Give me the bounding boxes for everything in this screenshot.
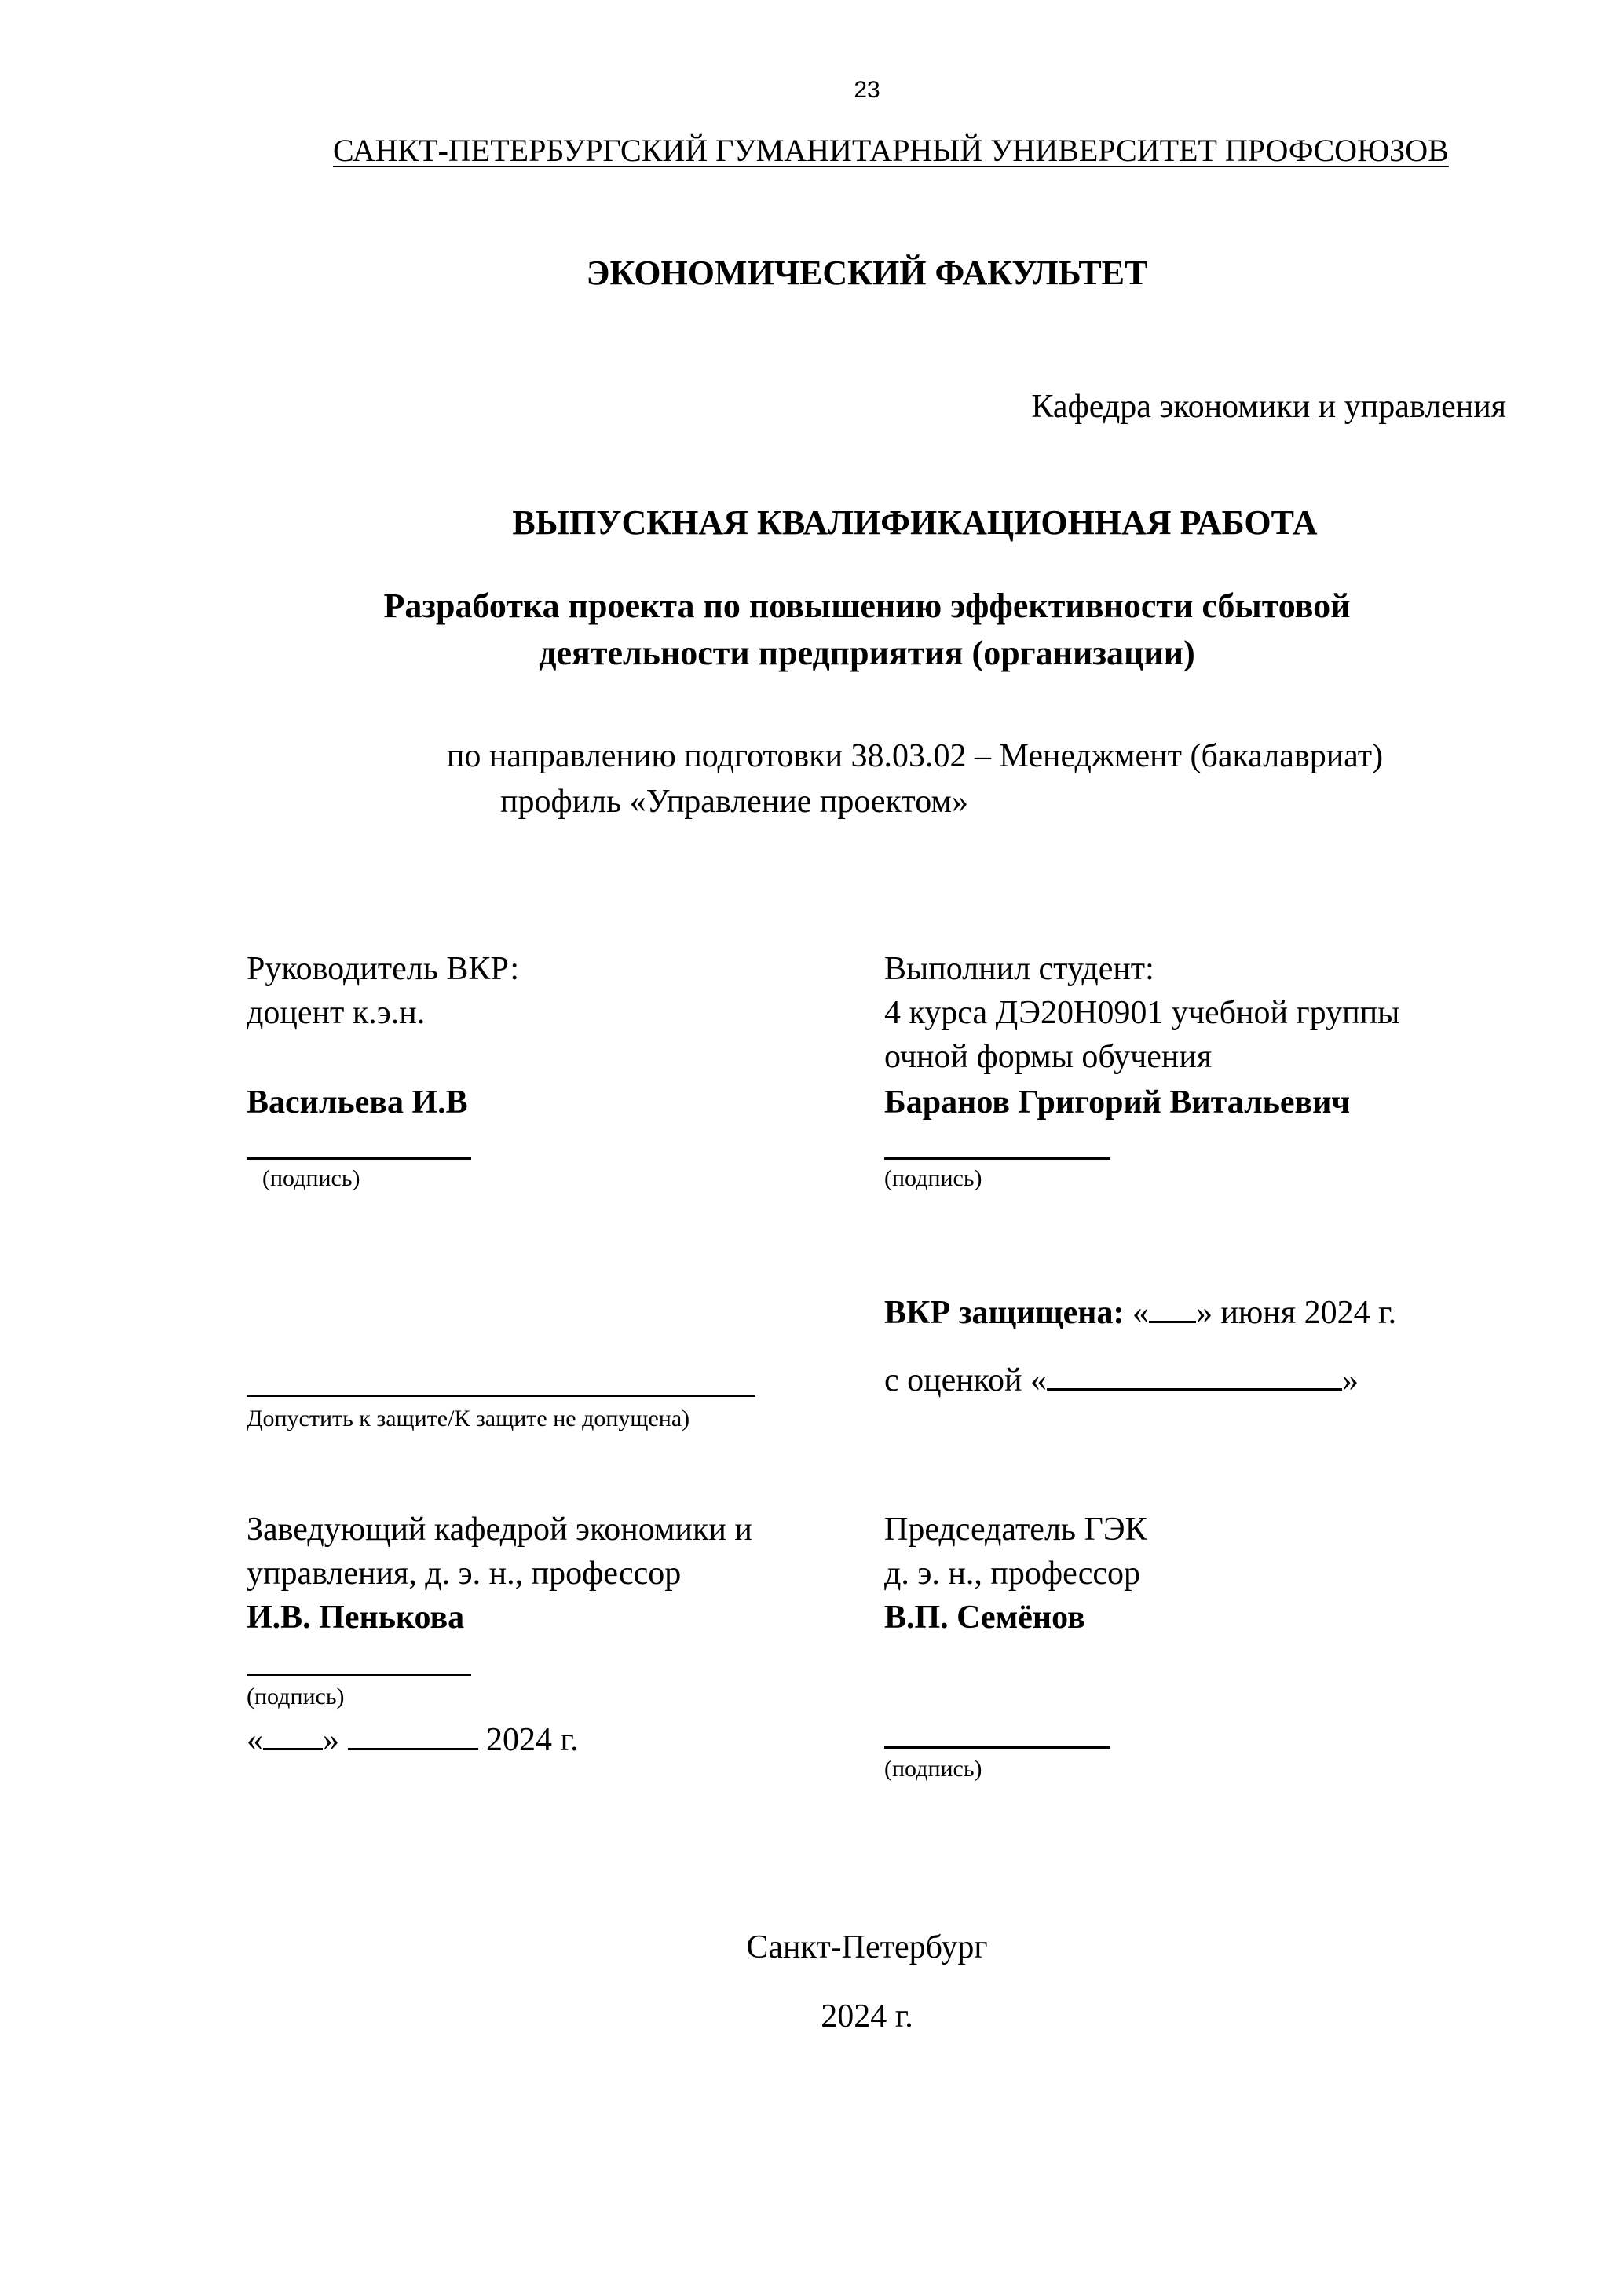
head-date [247,1720,579,1759]
footer-year: 2024 г. [821,1998,913,2035]
gek-chair-signature-line [884,1746,1110,1749]
admission-signature-line [247,1395,755,1397]
head-signature-line [247,1674,471,1676]
head-date-open: « [247,1722,263,1758]
supervisor-signature-caption: (подпись) [262,1165,360,1191]
footer-city: Санкт-Петербург [746,1929,988,1965]
head-day-blank [263,1720,323,1750]
student-label: Выполнил студент: [884,951,1154,987]
defense-date-open: « [1132,1295,1149,1331]
student-signature-caption: (подпись) [884,1165,982,1191]
defense-date [884,1292,1396,1332]
student-signature-line [884,1157,1110,1160]
supervisor-degree: доцент к.э.н. [247,995,426,1031]
admission-caption: Допустить к защите/К защите не допущена) [247,1406,690,1431]
grade-blank [1047,1360,1342,1391]
grade-suffix: » [1342,1362,1359,1398]
work-title [0,583,1624,677]
head-title-line-1: Заведующий кафедрой экономики и [247,1512,752,1548]
student-study-form: очной формы обучения [884,1039,1213,1075]
supervisor-label: Руководитель ВКР: [247,951,520,987]
defense-grade [884,1360,1359,1399]
study-direction [0,733,1624,824]
defense-day-blank [1149,1292,1196,1323]
work-type-heading: ВЫПУСКНАЯ КВАЛИФИКАЦИОННАЯ РАБОТА [512,503,1318,542]
grade-prefix: с оценкой « [884,1362,1047,1398]
head-signature-caption: (подпись) [247,1684,345,1709]
head-date-year: 2024 г. [486,1722,579,1758]
work-title-line-1: Разработка проекта по повышению эффективности сбытовой [383,587,1351,625]
university-name: САНКТ-ПЕТЕРБУРГСКИЙ ГУМАНИТАРНЫЙ УНИВЕРСИТЕТ ПРОФСОЮЗОВ [333,133,1449,168]
head-title-line-2: управления, д. э. н., профессор [247,1556,682,1592]
direction-line-2: профиль «Управление проектом» [500,784,968,820]
page-number: 23 [854,77,880,103]
head-date-mid: » [323,1722,339,1758]
department-name: Кафедра экономики и управления [1031,389,1506,425]
gek-chair-title-line-1: Председатель ГЭК [884,1512,1147,1548]
work-title-line-2: деятельности предприятия (организации) [539,634,1195,672]
supervisor-name: Васильева И.В [247,1084,468,1121]
gek-chair-name: В.П. Семёнов [884,1600,1085,1636]
defense-label: ВКР защищена: [884,1295,1125,1331]
supervisor-signature-line [247,1157,471,1160]
gek-chair-title-line-2: д. э. н., профессор [884,1556,1141,1592]
direction-line-1: по направлению подготовки 38.03.02 – Менеджмент (бакалавриат) [446,738,1384,774]
head-name: И.В. Пенькова [247,1600,465,1636]
student-name: Баранов Григорий Витальевич [884,1084,1351,1121]
student-course: 4 курса ДЭ20Н0901 учебной группы [884,995,1400,1031]
head-month-blank [348,1720,478,1750]
faculty-name: ЭКОНОМИЧЕСКИЙ ФАКУЛЬТЕТ [586,254,1148,292]
gek-chair-signature-caption: (подпись) [884,1756,982,1782]
defense-date-close: » июня 2024 г. [1195,1295,1397,1331]
